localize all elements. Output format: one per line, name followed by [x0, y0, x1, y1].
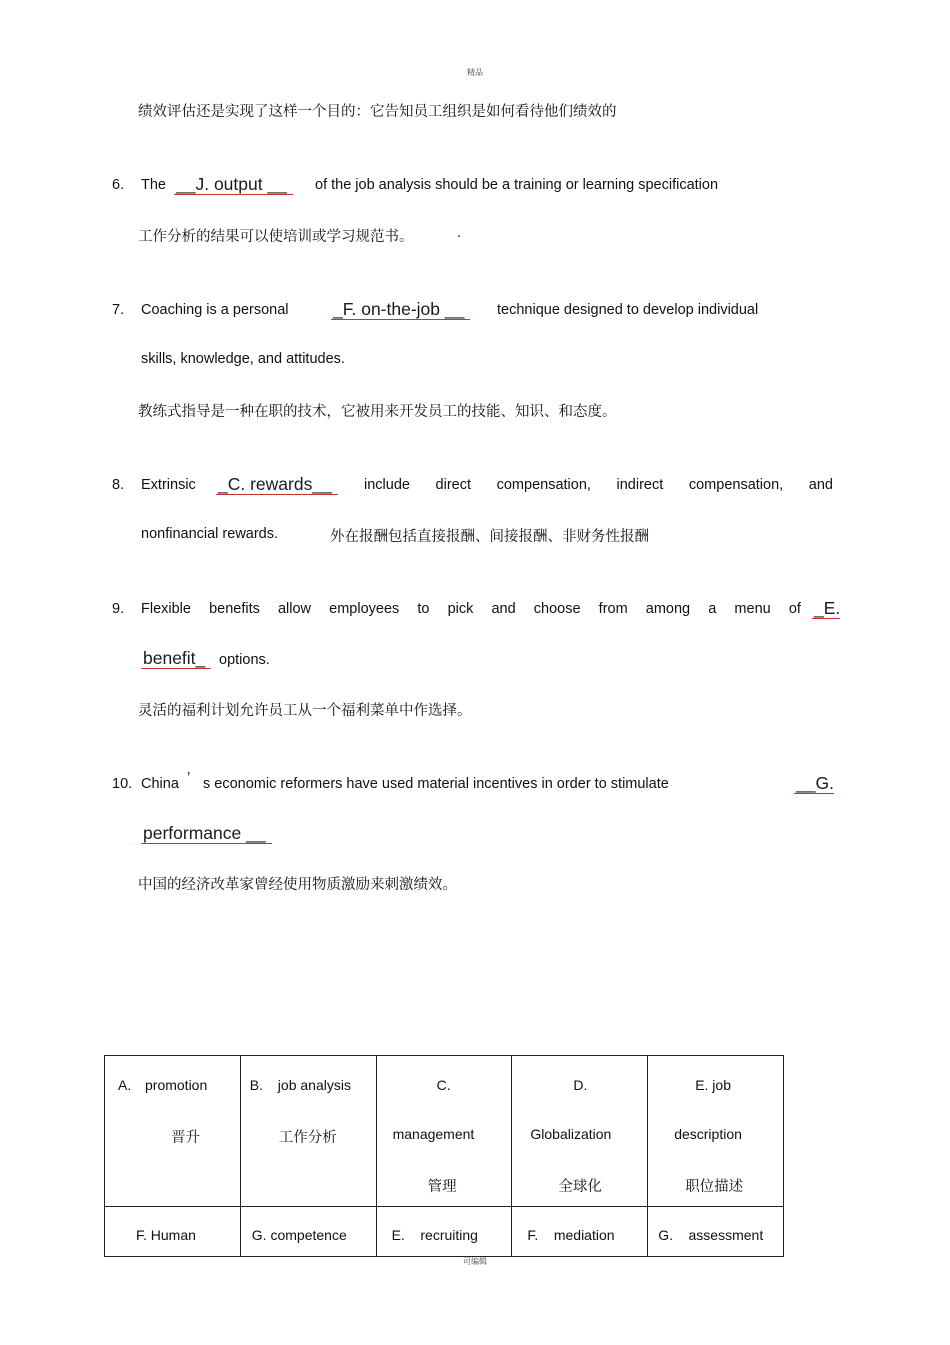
table-cell	[105, 1207, 241, 1257]
table-cell	[240, 1056, 376, 1207]
question-text-post: of the job analysis should be a training or learning specification	[315, 177, 719, 193]
option-term: description	[674, 1126, 742, 1142]
option-translation: 工作分析	[278, 1130, 337, 1146]
question-text-pre: The	[141, 177, 166, 193]
table-row	[105, 1207, 784, 1257]
option-letter: D.	[573, 1077, 588, 1093]
word: direct	[435, 477, 472, 493]
word: and	[808, 477, 833, 493]
word: benefits	[209, 601, 260, 617]
question-number: 8.	[112, 477, 125, 493]
table-row	[105, 1056, 784, 1207]
question-text	[141, 601, 801, 617]
option-translation: 管理	[427, 1179, 457, 1195]
option-term: management	[392, 1126, 475, 1142]
word: pick	[447, 601, 474, 617]
apostrophe: ’	[187, 770, 191, 786]
word: among	[645, 601, 691, 617]
option-term: G. competence	[251, 1227, 347, 1243]
word: a	[708, 601, 717, 617]
question-text-line2: skills, knowledge, and attitudes.	[141, 351, 345, 367]
footer-mark: 可编辑	[463, 1257, 487, 1266]
option-translation: 全球化	[558, 1179, 602, 1195]
question-text-line2: nonfinancial rewards.	[141, 526, 279, 542]
word: menu	[734, 601, 771, 617]
header-mark: 精品	[467, 68, 483, 77]
table-cell	[648, 1207, 784, 1257]
table-cell	[240, 1207, 376, 1257]
table-cell	[376, 1207, 512, 1257]
options-table	[104, 1055, 784, 1257]
question-translation: 灵活的福利计划允许员工从一个福利菜单中作选择。	[138, 703, 472, 719]
stray-dot: .	[457, 225, 462, 241]
question-number: 9.	[112, 601, 125, 617]
question-translation: 中国的经济改革家曾经使用物质激励来刺激绩效。	[138, 877, 457, 893]
answer-blank: __J. output __	[174, 174, 293, 195]
option-term: job analysis	[277, 1077, 351, 1093]
question-translation: 工作分析的结果可以使培训或学习规范书。	[138, 229, 414, 245]
question-number: 10.	[112, 776, 133, 792]
option-letter: B.	[249, 1077, 264, 1093]
question-text-post: technique designed to develop individual	[497, 302, 759, 318]
option-term: promotion	[145, 1077, 208, 1093]
intro-translation: 绩效评估还是实现了这样一个目的：它告知员工组织是如何看待他们绩效的	[138, 104, 617, 120]
question-text-pre: Extrinsic	[141, 477, 196, 493]
answer-blank: _C. rewards__	[216, 474, 338, 495]
question-text-b: s economic reformers have used material incentives in order to stimulate	[203, 776, 669, 792]
option-letter: C.	[436, 1077, 451, 1093]
table-cell	[512, 1207, 648, 1257]
answer-blank-part2: performance __	[141, 823, 272, 844]
word: include	[364, 477, 410, 493]
question-translation: 外在报酬包括直接报酬、间接报酬、非财务性报酬	[330, 529, 649, 545]
word: allow	[277, 601, 312, 617]
word: to	[417, 601, 430, 617]
option-letter: A.	[118, 1077, 132, 1093]
question-text-post	[364, 477, 833, 493]
word: of	[788, 601, 801, 617]
answer-blank-part1: _E.	[814, 598, 841, 618]
word: choose	[533, 601, 581, 617]
word: Flexible	[141, 601, 191, 617]
question-text-a: China	[141, 776, 179, 792]
word: employees	[329, 601, 400, 617]
option-term: F. Human	[136, 1227, 196, 1243]
option-term: G. assessment	[658, 1227, 764, 1243]
word: and	[491, 601, 516, 617]
table-cell	[105, 1056, 241, 1207]
word: from	[598, 601, 628, 617]
question-number: 7.	[112, 302, 125, 318]
word: compensation,	[496, 477, 591, 493]
option-letter: E. job	[695, 1077, 731, 1093]
table-cell	[648, 1056, 784, 1207]
option-term: F. mediation	[527, 1227, 615, 1243]
word: compensation,	[688, 477, 784, 493]
table-cell	[512, 1056, 648, 1207]
answer-blank-part2: benefit_	[141, 648, 211, 669]
question-text-post: options.	[219, 652, 270, 668]
word: indirect	[616, 477, 664, 493]
option-term: E. recruiting	[391, 1227, 478, 1243]
option-translation: 晋升	[171, 1130, 200, 1146]
answer-blank-part1: __G.	[796, 773, 834, 793]
question-translation: 教练式指导是一种在职的技术，它被用来开发员工的技能、知识、和态度。	[138, 404, 617, 420]
question-number: 6.	[112, 177, 125, 193]
option-translation: 职位描述	[685, 1179, 744, 1195]
answer-blank: _F. on-the-job __	[331, 299, 470, 320]
option-term: Globalization	[530, 1126, 612, 1142]
table-cell	[376, 1056, 512, 1207]
question-text-pre: Coaching is a personal	[141, 302, 289, 318]
